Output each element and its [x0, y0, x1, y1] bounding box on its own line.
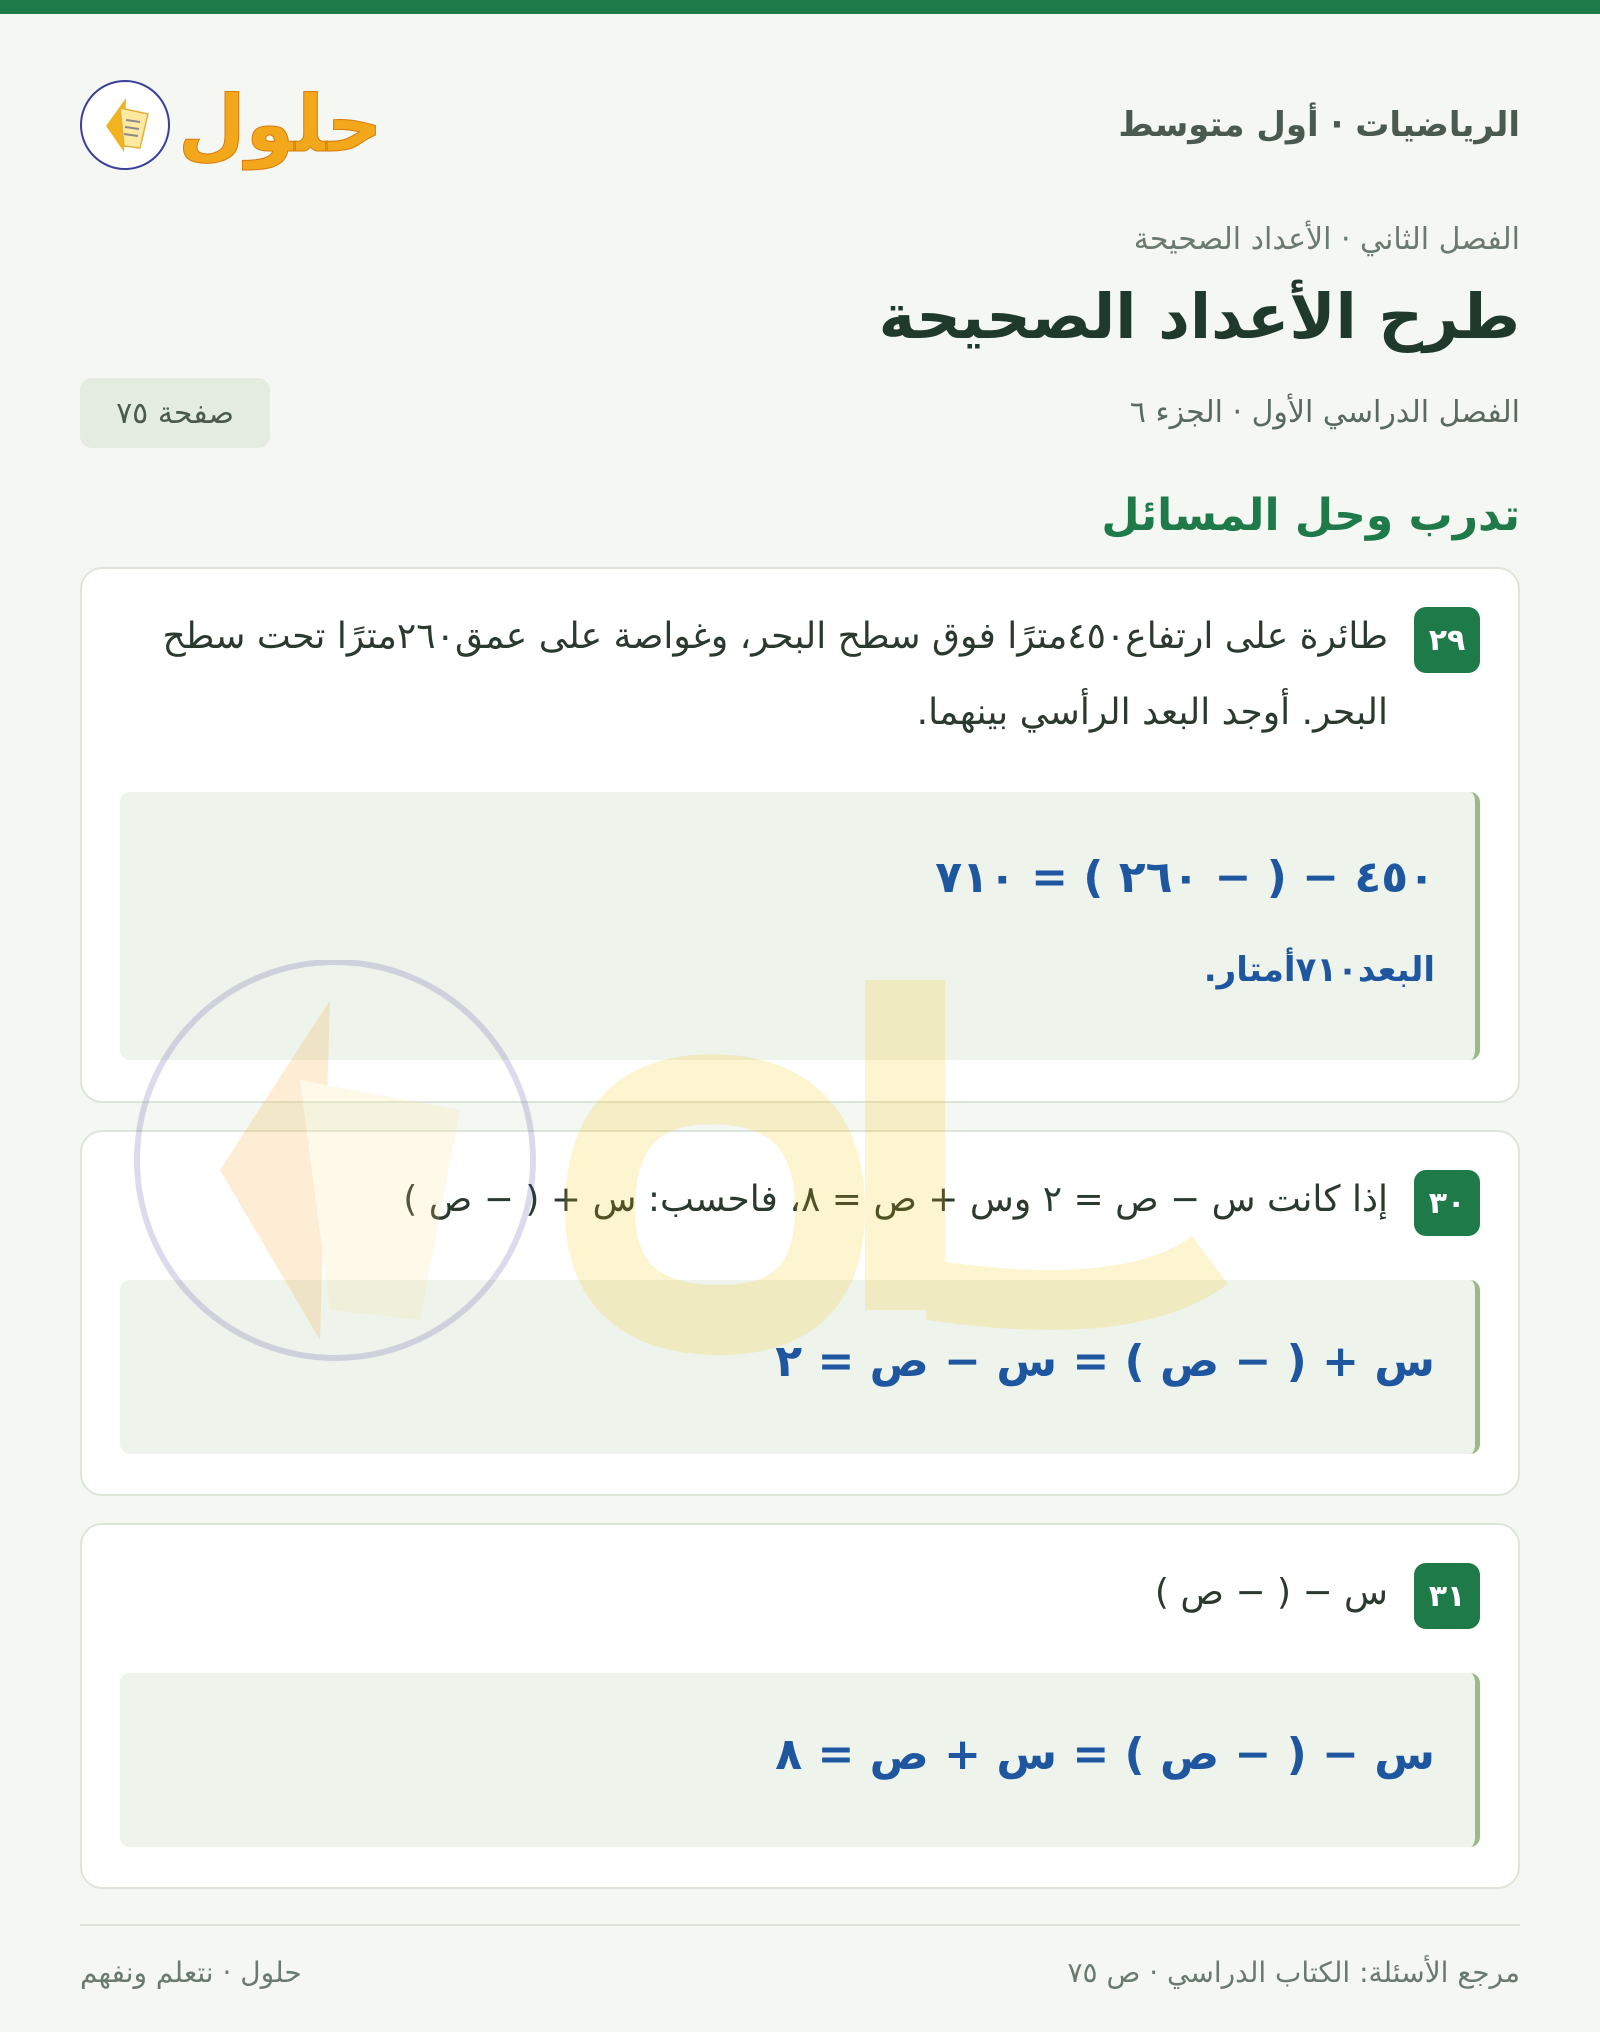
page-title: طرح الأعداد الصحيحة — [878, 280, 1520, 353]
footer-reference: مرجع الأسئلة: الكتاب الدراسي · ص ٧٥ — [1067, 1956, 1520, 1989]
top-accent-bar — [0, 0, 1600, 14]
answer-equation: س − ( − ص ) = س + ص = ٨ — [775, 1729, 1435, 1780]
section-heading: تدرب وحل المسائل — [1101, 490, 1520, 541]
answer-equation: س + ( − ص ) = س − ص = ٢ — [775, 1336, 1435, 1387]
question-text: طائرة على ارتفاع٤٥٠مترًا فوق سطح البحر، وغواصة على عمق٢٦٠مترًا تحت سطح البحر. أوجد البعد الرأسي بينهما. — [162, 616, 1388, 733]
book-emblem-icon — [80, 80, 170, 170]
question-text: إذا كانت س − ص = ٢ وس + ص = ٨، فاحسب: س + ( − ص ) — [403, 1179, 1388, 1220]
question-card-31 — [80, 1523, 1520, 1889]
hulul-logo[interactable] — [80, 80, 383, 170]
question-card-30 — [80, 1130, 1520, 1496]
answer-equation: ٤٥٠ − ( − ٢٦٠ ) = ٧١٠ — [935, 852, 1435, 903]
question-text: س − ( − ص ) — [1154, 1572, 1388, 1613]
page-number-badge: صفحة ٧٥ — [80, 378, 270, 448]
question-card-29 — [80, 567, 1520, 1103]
answer-box — [120, 1280, 1480, 1454]
answer-note: البعد٧١٠أمتار. — [1203, 950, 1435, 990]
subject-label: الرياضيات · أول متوسط — [1118, 105, 1520, 145]
semester-label: الفصل الدراسي الأول · الجزء ٦ — [1129, 395, 1520, 430]
footer-tagline: حلول · نتعلم ونفهم — [80, 1956, 302, 1989]
answer-box — [120, 792, 1480, 1060]
question-number: ٣٠ — [1414, 1170, 1480, 1236]
logo-text: حلول — [178, 80, 383, 170]
question-number: ٣١ — [1414, 1563, 1480, 1629]
question-number: ٢٩ — [1414, 607, 1480, 673]
footer-divider — [80, 1924, 1520, 1926]
answer-box — [120, 1673, 1480, 1847]
chapter-label: الفصل الثاني · الأعداد الصحيحة — [1133, 222, 1520, 257]
page-header — [80, 70, 1520, 180]
